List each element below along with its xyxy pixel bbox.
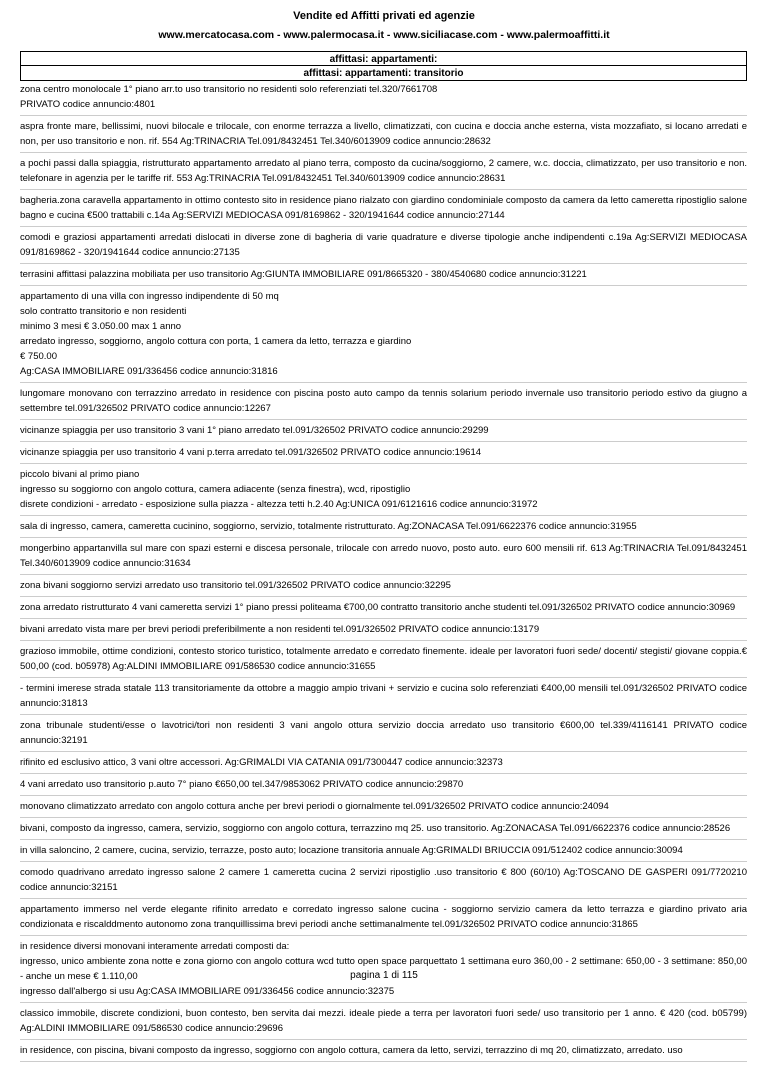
listing-entry (20, 902, 747, 936)
listing-line: zona bivani soggiorno servizi arredato uso transitorio tel.091/326502 PRIVATO codice annuncio:32295 (20, 580, 451, 591)
listing-line: classico immobile, discrete condizioni, buon contesto, ben servita dai mezzi. ideale piede a terra per lavoratori fuori sede/ uso transitorio per 1 anno. € 420 (cod. b05799) Ag:ALDINI IMMOBILIARE 091/586530 codice annuncio:29696 (20, 1008, 747, 1034)
listing-entry (20, 386, 747, 420)
listing-line: comodo quadrivano arredato ingresso salone 2 camere 1 cameretta cucina 2 servizi ripostiglio .uso transitorio € 800 (60/10) Ag:TOSCANO DE GASPERI 091/7720210 codice annuncio:32151 (20, 867, 747, 893)
listing-entry (20, 267, 747, 286)
page-footer: pagina 1 di 115 (350, 970, 418, 981)
listing-entry (20, 821, 747, 840)
listing-line: comodi e graziosi appartamenti arredati dislocati in diverse zone di bagheria di varie quadrature e diverse tipologie anche indipendenti c.19a Ag:SERVIZI MEDIOCASA 091/8169862 - 320/1941644 codice annuncio:27135 (20, 232, 747, 258)
listing-entry (20, 423, 747, 442)
listing-entry (20, 193, 747, 227)
listing-entry (20, 82, 747, 116)
listing-entry (20, 777, 747, 796)
listing-line: sala di ingresso, camera, cameretta cucinino, soggiorno, servizio, totalmente ristrutturato. Ag:ZONACASA Tel.091/6622376 codice annuncio:31955 (20, 521, 637, 532)
listing-entry (20, 519, 747, 538)
listing-line: lungomare monovano con terrazzino arredato in residence con piscina posto auto campo da tennis solarium periodo invernale uso transitorio periodo estivo da giugno a settembre tel.091/326502 PRIVATO codice annuncio:12267 (20, 388, 747, 414)
listing-line: € 750.00 (20, 351, 57, 362)
listing-line: grazioso immobile, ottime condizioni, contesto storico turistico, totalmente arredato e corredato finemente. ideale per lavoratori fuori sede/ docenti/ stegisti/ giovane coppia.€ 500,00 (cod. b05978) Ag:ALDINI IMMOBILIARE 091/586530 codice annuncio:31655 (20, 646, 747, 672)
listing-line: minimo 3 mesi € 3.050.00 max 1 anno (20, 321, 182, 332)
listing-line: rifinito ed esclusivo attico, 3 vani oltre accessori. Ag:GRIMALDI VIA CATANIA 091/7300447 codice annuncio:32373 (20, 757, 503, 768)
listing-line: ingresso su soggiorno con angolo cottura, camera adiacente (senza finestra), wcd, ripostiglio (20, 484, 411, 495)
subsection-heading: affittasi: appartamenti: transitorio (20, 66, 747, 81)
listings (20, 82, 747, 1065)
listing-line: ingresso dall'albergo si usu Ag:CASA IMMOBILIARE 091/336456 codice annuncio:32375 (20, 986, 395, 997)
section-heading: affittasi: appartamenti: (20, 51, 747, 66)
listing-line: vicinanze spiaggia per uso transitorio 4 vani p.terra arredato tel.091/326502 PRIVATO codice annuncio:19614 (20, 447, 482, 458)
listing-entry (20, 541, 747, 575)
listing-entry (20, 1006, 747, 1040)
listing-entry (20, 718, 747, 752)
listing-entry (20, 230, 747, 264)
listing-line: bivani, composto da ingresso, camera, servizio, soggiorno con angolo cottura, terrazzino mq 25. uso transitorio. Ag:ZONACASA Tel.091/6622376 codice annuncio:28526 (20, 823, 731, 834)
listing-line: zona centro monolocale 1° piano arr.to uso transitorio no residenti solo referenziati tel.320/7661708 (20, 84, 438, 95)
listing-line: appartamento di una villa con ingresso indipendente di 50 mq (20, 291, 279, 302)
listing-line: bivani arredato vista mare per brevi periodi preferibilmente a non residenti tel.091/326502 PRIVATO codice annuncio:13179 (20, 624, 540, 635)
listing-entry (20, 289, 747, 383)
listing-entry (20, 1043, 747, 1062)
listing-line: bagheria.zona caravella appartamento in ottimo contesto sito in residence piano rialzato con giardino condominiale composto da camera da letto cameretta ripostiglio salone bagno e cucina €500 trattabili c.14a Ag:SERVIZI MEDIOCASA 091/8169862 - 320/1941644 codice annuncio:27144 (20, 195, 747, 221)
listing-line: arredato ingresso, soggiorno, angolo cottura con porta, 1 camera da letto, terrazza e giardino (20, 336, 412, 347)
listing-line: zona tribunale studenti/esse o lavotrici/tori non residenti 3 vani angolo ottura servizio doccia arredato uso transitorio €600,00 tel.339/4116141 PRIVATO codice annuncio:32191 (20, 720, 747, 746)
listing-line: terrasini affittasi palazzina mobiliata per uso transitorio Ag:GIUNTA IMMOBILIARE 091/8665320 - 380/4540680 codice annuncio:31221 (20, 269, 587, 280)
listing-entry (20, 467, 747, 516)
listing-entry (20, 681, 747, 715)
listing-line: piccolo bivani al primo piano (20, 469, 140, 480)
listing-line: zona arredato ristrutturato 4 vani cameretta servizi 1° piano pressi politeama €700,00 contratto transitorio anche studenti tel.091/326502 PRIVATO codice annuncio:30969 (20, 602, 736, 613)
listing-line: in villa saloncino, 2 camere, cucina, servizio, terrazze, posto auto; locazione transitoria annuale Ag:GRIMALDI BRIUCCIA 091/512402 codice annuncio:30094 (20, 845, 683, 856)
page-header-title: Vendite ed Affitti privati ed agenzie (293, 10, 475, 22)
listing-line: aspra fronte mare, bellissimi, nuovi bilocale e trilocale, con enorme terrazza a livello, climatizzati, con cucina e doccia anche esterna, vista mozzafiato, si locano arredati e non, per uso transitorio e non. rif. 554 Ag:TRINACRIA Tel.091/8432451 Tel.340/6013909 codice annuncio:28632 (20, 121, 747, 147)
listing-line: in residence diversi monovani interamente arredati composti da: (20, 941, 290, 952)
listing-entry (20, 843, 747, 862)
listing-entry (20, 865, 747, 899)
listing-entry (20, 622, 747, 641)
listing-line: - termini imerese strada statale 113 transitoriamente da ottobre a maggio ampio trivani + servizio e cucina solo referenziati €400,00 mensili tel.091/326502 PRIVATO codice annuncio:31813 (20, 683, 747, 709)
listing-line: solo contratto transitorio e non residenti (20, 306, 187, 317)
page-header-sites: www.mercatocasa.com - www.palermocasa.it - www.siciliacase.com - www.palermoaffitti.it (158, 29, 610, 41)
listing-line: vicinanze spiaggia per uso transitorio 3 vani 1° piano arredato tel.091/326502 PRIVATO codice annuncio:29299 (20, 425, 489, 436)
listing-line: disrete condizioni - arredato - esposizione sulla piazza - altezza tetti h.2.40 Ag:UNICA 091/6121616 codice annuncio:31972 (20, 499, 538, 510)
listing-line: Ag:CASA IMMOBILIARE 091/336456 codice annuncio:31816 (20, 366, 278, 377)
listing-line: mongerbino appartanvilla sul mare con spazi esterni e discesa personale, trilocale con arredo nuovo, posto auto. euro 600 mensili rif. 613 Ag:TRINACRIA Tel.091/8432451 Tel.340/6013909 codice annuncio:31634 (20, 543, 747, 569)
listing-line: a pochi passi dalla spiaggia, ristrutturato appartamento arredato al piano terra, composto da cucina/soggiorno, 2 camere, w.c. doccia, climatizzato, per uso transitorio e non. telefonare in agenzia per le tariffe rif. 553 Ag:TRINACRIA Tel.091/8432451 Tel.340/6013909 codice annuncio:28631 (20, 158, 747, 184)
listing-entry (20, 799, 747, 818)
listing-entry (20, 445, 747, 464)
listing-line: monovano climatizzato arredato con angolo cottura anche per brevi periodi o giornalmente tel.091/326502 PRIVATO codice annuncio:24094 (20, 801, 609, 812)
listing-entry (20, 119, 747, 153)
listing-entry (20, 578, 747, 597)
listing-entry (20, 755, 747, 774)
listing-entry (20, 156, 747, 190)
listing-line: appartamento immerso nel verde elegante rifinito arredato e corredato ingresso salone cucina - soggiorno servizio camera da letto terrazza e giardino privato aria condizionata e riscalddmento autonomo zona tranquillissima brevi periodi anche settimanalmente tel.091/326502 PRIVATO codice annuncio:31865 (20, 904, 747, 930)
listing-entry (20, 600, 747, 619)
listing-line: ingresso, unico ambiente zona notte e zona giorno con angolo cottura wcd tutto open space parquettato 1 settimana euro 360,00 - 2 settimane: 650,00 - 3 settimane: 850,00 - anche un mese € 1.110,00 (20, 956, 747, 982)
listing-entry (20, 644, 747, 678)
listing-line: PRIVATO codice annuncio:4801 (20, 99, 156, 110)
listing-line: in residence, con piscina, bivani composto da ingresso, soggiorno con angolo cottura, camera da letto, servizi, terrazzino di mq 20, climatizzato, arredato. uso (20, 1045, 683, 1056)
listing-line: 4 vani arredato uso transitorio p.auto 7° piano €650,00 tel.347/9853062 PRIVATO codice annuncio:29870 (20, 779, 464, 790)
